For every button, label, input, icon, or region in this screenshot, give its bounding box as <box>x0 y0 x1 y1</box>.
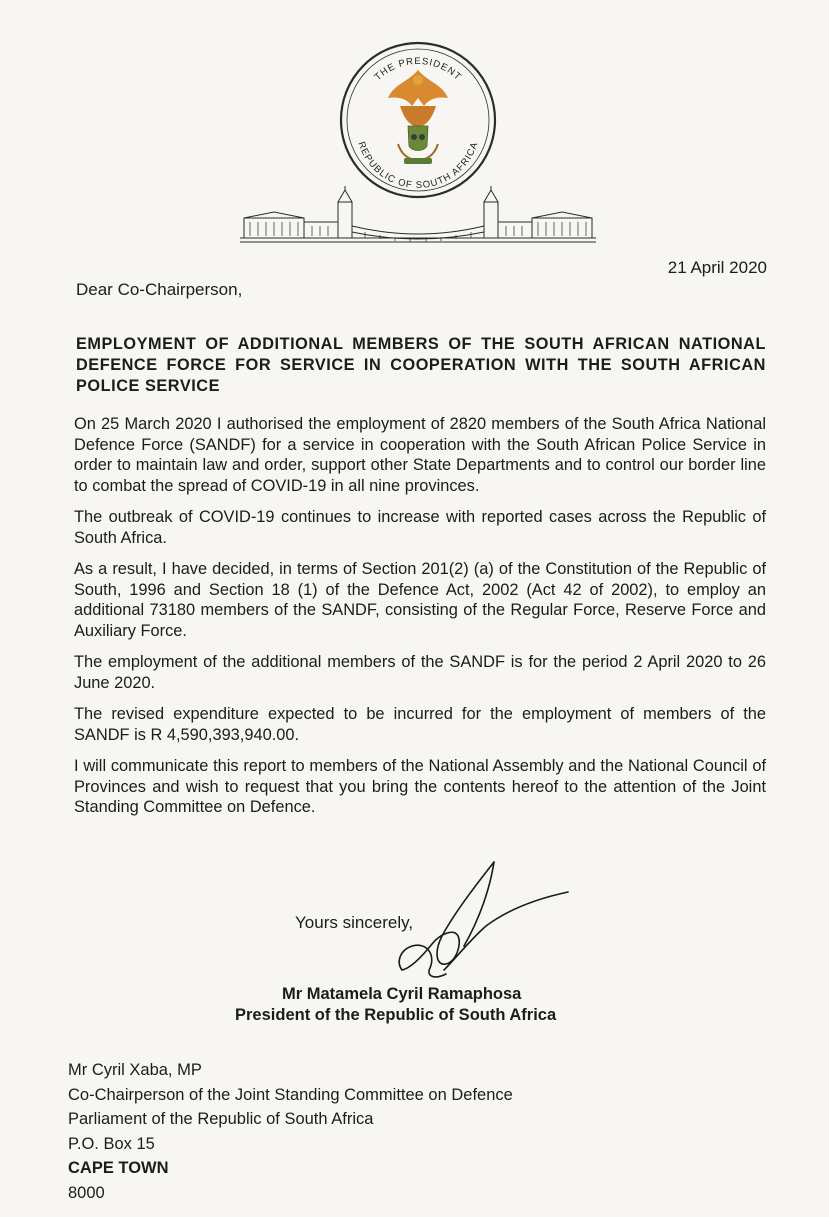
addressee-po-box: P.O. Box 15 <box>68 1134 155 1153</box>
seal-text-bottom: REPUBLIC OF SOUTH AFRICA <box>355 140 481 192</box>
presidential-seal <box>338 40 498 200</box>
paragraph: The revised expenditure expected to be incurred for the employment of members of the SANDF is R 4,590,393,940.00. <box>74 705 766 744</box>
seal-text-top: THE PRESIDENT <box>372 56 464 84</box>
letter-subject: EMPLOYMENT OF ADDITIONAL MEMBERS OF THE SOUTH AFRICAN NATIONAL DEFENCE FORCE FOR SERVICE IN COOPERATION WITH THE SOUTH AFRICAN POLICE SERVICE <box>76 335 766 395</box>
signatory-name: Mr Matamela Cyril Ramaphosa <box>282 985 522 1003</box>
addressee-name: Mr Cyril Xaba, MP <box>68 1061 202 1079</box>
paragraph: The outbreak of COVID-19 continues to increase with reported cases across the Republic of South Africa. <box>74 508 766 547</box>
addressee-city: CAPE TOWN <box>68 1159 169 1177</box>
coat-of-arms-icon <box>388 70 448 164</box>
paragraph: I will communicate this report to members of the National Assembly and the National Council of Provinces and wish to request that you bring the contents hereof to the attention of the Joint Standing Committee on Defence. <box>74 757 766 816</box>
letter-date: 21 April 2020 <box>667 258 767 277</box>
paragraph: The employment of the additional members of the SANDF is for the period 2 April 2020 to 26 June 2020. <box>74 653 766 692</box>
signatory-title: President of the Republic of South Africa <box>235 1006 557 1024</box>
union-buildings-icon <box>240 186 596 246</box>
addressee-organisation: Parliament of the Republic of South Africa <box>68 1110 374 1128</box>
addressee-position: Co-Chairperson of the Joint Standing Committee on Defence <box>68 1085 513 1104</box>
addressee-postal-code: 8000 <box>68 1183 105 1202</box>
salutation: Dear Co-Chairperson, <box>76 280 243 299</box>
paragraph: As a result, I have decided, in terms of Section 201(2) (a) of the Constitution of the Republic of South, 1996 and Section 18 (1) of the Defence Act, 2002 (Act 42 of 2002), to employ an additional 73180 members of the SANDF, consisting of the Regular Force, Reserve Force and Auxiliary Force. <box>74 560 766 640</box>
closing: Yours sincerely, <box>295 913 414 932</box>
paragraph: On 25 March 2020 I authorised the employment of 2820 members of the South Africa National Defence Force (SANDF) for a service in cooperation with the South African Police Service in order to maintain law and order, support other State Departments and to control our border line to combat the spread of COVID-19 in all nine provinces. <box>74 415 766 495</box>
handwritten-signature <box>390 858 590 988</box>
addressee-block <box>68 1058 513 1205</box>
letter-body <box>74 414 766 829</box>
